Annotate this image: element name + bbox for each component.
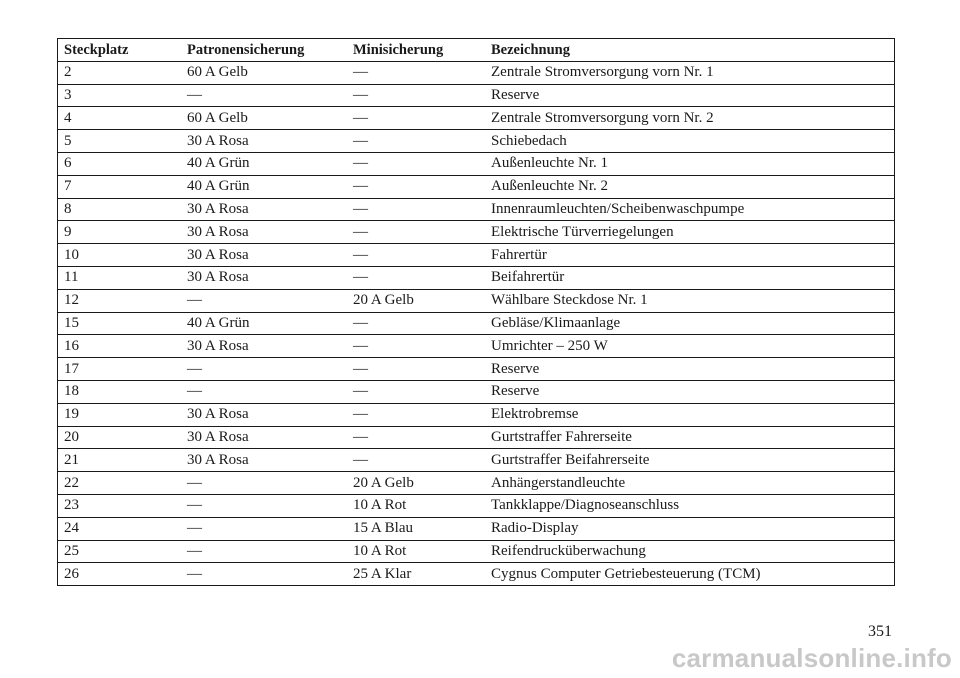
cell-cartridge-fuse: 30 A Rosa bbox=[181, 403, 347, 426]
cell-slot: 25 bbox=[58, 540, 182, 563]
cell-cartridge-fuse: 30 A Rosa bbox=[181, 221, 347, 244]
table-row bbox=[58, 358, 895, 381]
cell-description: Zentrale Stromversorgung vorn Nr. 1 bbox=[485, 61, 895, 84]
cell-cartridge-fuse: 30 A Rosa bbox=[181, 449, 347, 472]
table-row bbox=[58, 84, 895, 107]
table-body bbox=[58, 61, 895, 585]
table-row bbox=[58, 175, 895, 198]
table-row bbox=[58, 517, 895, 540]
cell-description: Reserve bbox=[485, 84, 895, 107]
cell-slot: 26 bbox=[58, 563, 182, 586]
cell-slot: 5 bbox=[58, 130, 182, 153]
cell-cartridge-fuse: 40 A Grün bbox=[181, 175, 347, 198]
cell-cartridge-fuse: 30 A Rosa bbox=[181, 266, 347, 289]
cell-cartridge-fuse: — bbox=[181, 517, 347, 540]
table-row bbox=[58, 61, 895, 84]
cell-slot: 4 bbox=[58, 107, 182, 130]
table-row bbox=[58, 198, 895, 221]
cell-cartridge-fuse: 40 A Grün bbox=[181, 152, 347, 175]
cell-slot: 23 bbox=[58, 494, 182, 517]
cell-cartridge-fuse: 30 A Rosa bbox=[181, 244, 347, 267]
cell-mini-fuse: — bbox=[347, 198, 485, 221]
cell-description: Umrichter – 250 W bbox=[485, 335, 895, 358]
cell-description: Gurtstraffer Fahrerseite bbox=[485, 426, 895, 449]
cell-cartridge-fuse: — bbox=[181, 540, 347, 563]
table-row bbox=[58, 130, 895, 153]
cell-slot: 15 bbox=[58, 312, 182, 335]
page-number: 351 bbox=[868, 623, 892, 640]
cell-mini-fuse: — bbox=[347, 335, 485, 358]
cell-description: Anhängerstandleuchte bbox=[485, 472, 895, 495]
cell-slot: 6 bbox=[58, 152, 182, 175]
cell-slot: 2 bbox=[58, 61, 182, 84]
cell-slot: 20 bbox=[58, 426, 182, 449]
table-row bbox=[58, 380, 895, 403]
cell-mini-fuse: 10 A Rot bbox=[347, 494, 485, 517]
cell-cartridge-fuse: — bbox=[181, 289, 347, 312]
table-row bbox=[58, 107, 895, 130]
cell-slot: 9 bbox=[58, 221, 182, 244]
table-row bbox=[58, 335, 895, 358]
cell-slot: 3 bbox=[58, 84, 182, 107]
cell-description: Beifahrertür bbox=[485, 266, 895, 289]
cell-slot: 8 bbox=[58, 198, 182, 221]
cell-description: Innenraumleuchten/Scheibenwaschpumpe bbox=[485, 198, 895, 221]
cell-cartridge-fuse: 40 A Grün bbox=[181, 312, 347, 335]
column-header-description: Bezeichnung bbox=[485, 39, 895, 62]
cell-mini-fuse: 10 A Rot bbox=[347, 540, 485, 563]
cell-mini-fuse: — bbox=[347, 266, 485, 289]
table-row bbox=[58, 494, 895, 517]
cell-description: Tankklappe/Diagnoseanschluss bbox=[485, 494, 895, 517]
table-row bbox=[58, 449, 895, 472]
cell-mini-fuse: — bbox=[347, 426, 485, 449]
cell-description: Reserve bbox=[485, 358, 895, 381]
cell-description: Elektrobremse bbox=[485, 403, 895, 426]
table-row bbox=[58, 221, 895, 244]
cell-mini-fuse: — bbox=[347, 130, 485, 153]
cell-slot: 7 bbox=[58, 175, 182, 198]
cell-description: Reserve bbox=[485, 380, 895, 403]
table-row bbox=[58, 289, 895, 312]
cell-slot: 22 bbox=[58, 472, 182, 495]
cell-mini-fuse: — bbox=[347, 358, 485, 381]
table-row bbox=[58, 563, 895, 586]
table-row bbox=[58, 403, 895, 426]
table-row bbox=[58, 244, 895, 267]
column-header-mini-fuse: Minisicherung bbox=[347, 39, 485, 62]
cell-cartridge-fuse: — bbox=[181, 84, 347, 107]
cell-mini-fuse: 20 A Gelb bbox=[347, 472, 485, 495]
cell-description: Außenleuchte Nr. 1 bbox=[485, 152, 895, 175]
cell-mini-fuse: 15 A Blau bbox=[347, 517, 485, 540]
cell-mini-fuse: — bbox=[347, 107, 485, 130]
cell-cartridge-fuse: — bbox=[181, 358, 347, 381]
table-row bbox=[58, 152, 895, 175]
cell-cartridge-fuse: 30 A Rosa bbox=[181, 198, 347, 221]
cell-slot: 11 bbox=[58, 266, 182, 289]
cell-cartridge-fuse: — bbox=[181, 472, 347, 495]
cell-mini-fuse: — bbox=[347, 61, 485, 84]
cell-mini-fuse: — bbox=[347, 403, 485, 426]
cell-mini-fuse: 25 A Klar bbox=[347, 563, 485, 586]
cell-description: Reifendrucküberwachung bbox=[485, 540, 895, 563]
cell-mini-fuse: — bbox=[347, 221, 485, 244]
table-row bbox=[58, 312, 895, 335]
cell-cartridge-fuse: 30 A Rosa bbox=[181, 335, 347, 358]
column-header-cartridge-fuse: Patronensicherung bbox=[181, 39, 347, 62]
cell-cartridge-fuse: 30 A Rosa bbox=[181, 130, 347, 153]
cell-slot: 12 bbox=[58, 289, 182, 312]
cell-description: Außenleuchte Nr. 2 bbox=[485, 175, 895, 198]
cell-description: Fahrertür bbox=[485, 244, 895, 267]
watermark-text: carmanualsonline.info bbox=[671, 643, 952, 673]
cell-cartridge-fuse: 60 A Gelb bbox=[181, 107, 347, 130]
table-row bbox=[58, 540, 895, 563]
cell-mini-fuse: — bbox=[347, 312, 485, 335]
cell-slot: 18 bbox=[58, 380, 182, 403]
cell-mini-fuse: — bbox=[347, 449, 485, 472]
cell-mini-fuse: — bbox=[347, 152, 485, 175]
cell-cartridge-fuse: — bbox=[181, 494, 347, 517]
cell-description: Gebläse/Klimaanlage bbox=[485, 312, 895, 335]
cell-description: Elektrische Türverriegelungen bbox=[485, 221, 895, 244]
column-header-slot: Steckplatz bbox=[58, 39, 182, 62]
cell-cartridge-fuse: 30 A Rosa bbox=[181, 426, 347, 449]
cell-description: Radio-Display bbox=[485, 517, 895, 540]
fuse-table bbox=[57, 38, 895, 586]
table-row bbox=[58, 266, 895, 289]
cell-slot: 17 bbox=[58, 358, 182, 381]
cell-mini-fuse: — bbox=[347, 244, 485, 267]
cell-slot: 10 bbox=[58, 244, 182, 267]
table-row bbox=[58, 472, 895, 495]
cell-description: Wählbare Steckdose Nr. 1 bbox=[485, 289, 895, 312]
cell-mini-fuse: 20 A Gelb bbox=[347, 289, 485, 312]
cell-slot: 21 bbox=[58, 449, 182, 472]
cell-slot: 19 bbox=[58, 403, 182, 426]
cell-description: Gurtstraffer Beifahrerseite bbox=[485, 449, 895, 472]
cell-cartridge-fuse: 60 A Gelb bbox=[181, 61, 347, 84]
cell-cartridge-fuse: — bbox=[181, 380, 347, 403]
table-header-row bbox=[58, 39, 895, 62]
cell-description: Schiebedach bbox=[485, 130, 895, 153]
cell-slot: 16 bbox=[58, 335, 182, 358]
cell-description: Cygnus Computer Getriebesteuerung (TCM) bbox=[485, 563, 895, 586]
table-row bbox=[58, 426, 895, 449]
cell-cartridge-fuse: — bbox=[181, 563, 347, 586]
cell-description: Zentrale Stromversorgung vorn Nr. 2 bbox=[485, 107, 895, 130]
cell-mini-fuse: — bbox=[347, 84, 485, 107]
cell-mini-fuse: — bbox=[347, 175, 485, 198]
cell-mini-fuse: — bbox=[347, 380, 485, 403]
cell-slot: 24 bbox=[58, 517, 182, 540]
